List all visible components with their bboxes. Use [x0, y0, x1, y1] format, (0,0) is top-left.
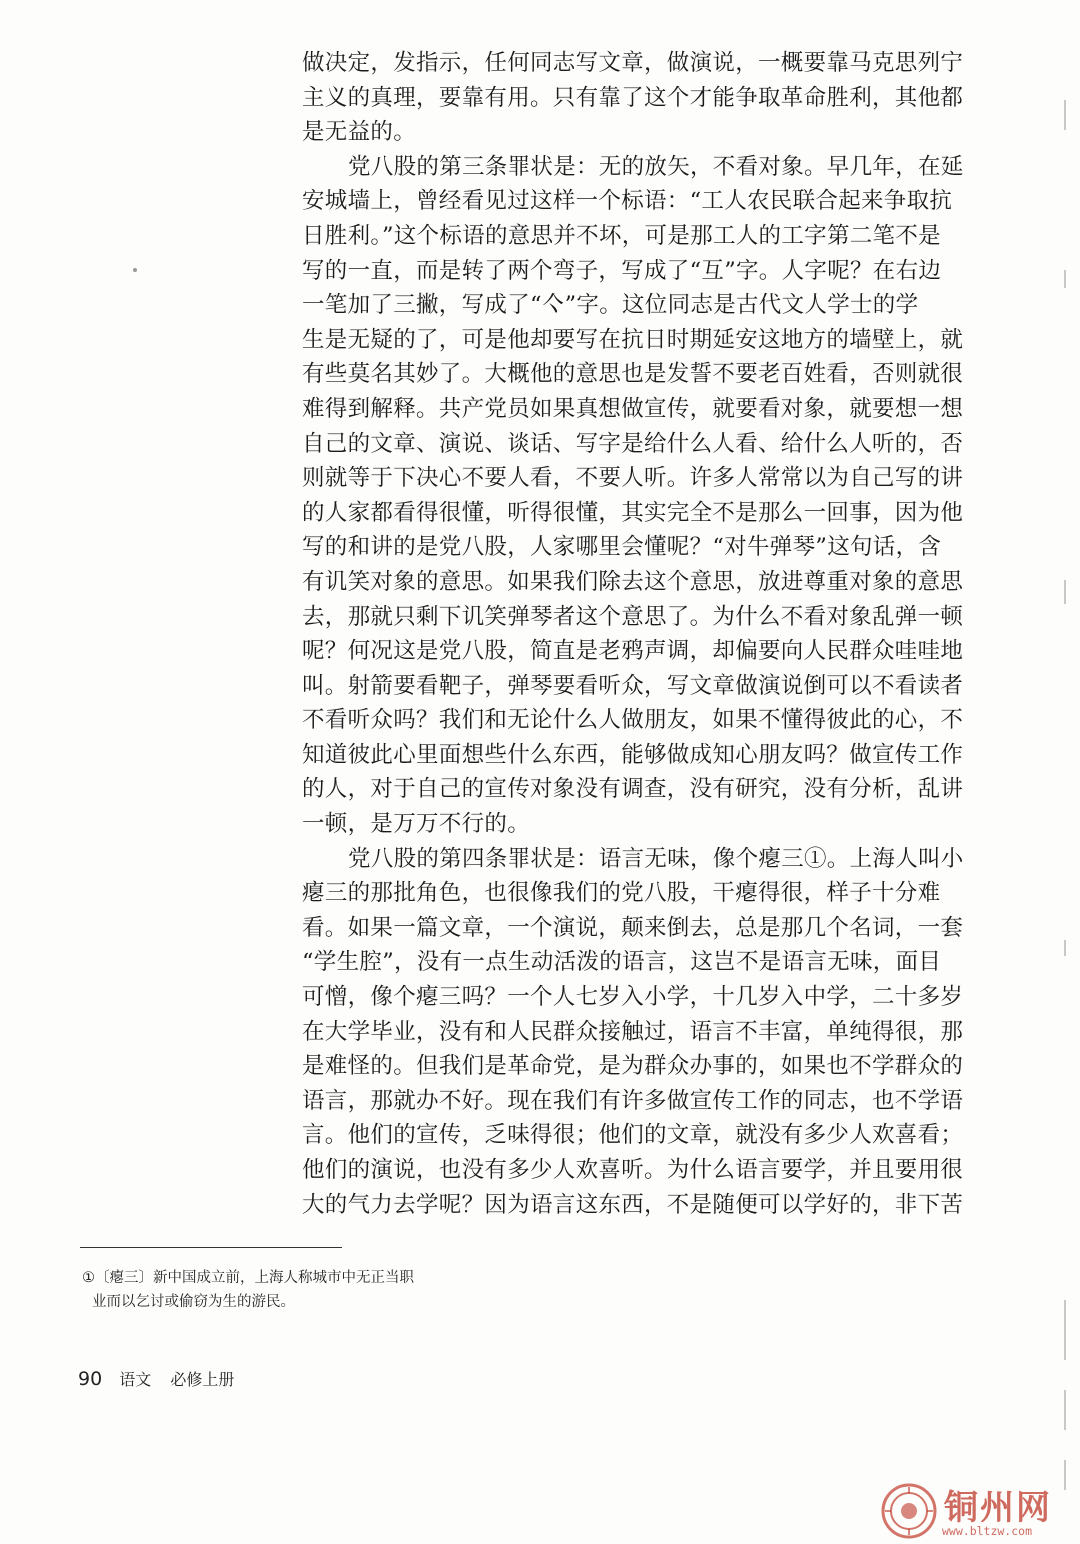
body-text — [302, 46, 964, 1222]
body-line: 在大学毕业，没有和人民群众接触过，语言不丰富，单纯得很，那 — [302, 1018, 964, 1045]
footnote-line-2: 业而以乞讨或偷窃为生的游民。 — [92, 1294, 295, 1310]
footnote — [82, 1266, 414, 1314]
book-label: 必修上册 — [170, 1370, 235, 1389]
body-line: 一笔加了三撇，写成了“亽”字。这位同志是古代文人学士的学 — [302, 292, 919, 319]
body-line: 去，那就只剩下讥笑弹琴者这个意思了。为什么不看对象乱弹一顿 — [302, 603, 964, 630]
body-line: 瘪三的那批角色，也很像我们的党八股，干瘪得很，样子十分难 — [302, 880, 941, 907]
watermark-url: www.bltzw.com — [942, 1524, 1033, 1538]
body-line: 党八股的第三条罪状是：无的放矢，不看对象。早几年，在延 — [348, 153, 964, 180]
watermark-seal-icon — [880, 1482, 938, 1540]
body-line: 看。如果一篇文章，一个演说，颠来倒去，总是那几个名词，一套 — [302, 914, 964, 941]
page-number: 90 — [78, 1368, 103, 1390]
body-line: 的人家都看得很懂，听得很懂，其实完全不是那么一回事，因为他 — [302, 499, 964, 526]
body-line: 他们的演说，也没有多少人欢喜听。为什么语言要学，并且要用很 — [302, 1157, 964, 1183]
body-line: 的人，对于自己的宣传对象没有调查，没有研究，没有分析，乱讲 — [302, 776, 964, 803]
body-line: 主义的真理，要靠有用。只有靠了这个才能争取革命胜利，其他都 — [302, 84, 964, 111]
body-line: 日胜利。”这个标语的意思并不坏，可是那工人的工字第二笔不是 — [302, 222, 941, 249]
body-line: 一顿，是万万不行的。 — [302, 811, 531, 838]
body-line: 难得到解释。共产党员如果真想做宣传，就要看对象，就要想一想 — [302, 395, 964, 422]
page-footer — [78, 1367, 234, 1390]
body-line: 是难怪的。但我们是革命党，是为群众办事的，如果也不学群众的 — [302, 1053, 964, 1080]
watermark-name: 铜州网 — [944, 1488, 1052, 1528]
body-line: 可憎，像个瘪三吗？一个人七岁入小学，十几岁入中学，二十多岁 — [302, 984, 964, 1011]
body-line: 有些莫名其妙了。大概他的意思也是发誓不要老百姓看，否则就很 — [302, 361, 964, 388]
watermark — [880, 1480, 1070, 1544]
body-line: 呢？何况这是党八股，简直是老鸦声调，却偏要向人民群众哇哇地 — [302, 638, 964, 665]
scan-speck — [133, 268, 137, 272]
body-line: 知道彼此心里面想些什么东西，能够做成知心朋友吗？做宣传工作 — [302, 741, 964, 768]
body-line: 大的气力去学呢？因为语言这东西，不是随便可以学好的，非下苦 — [302, 1191, 964, 1218]
body-line: 自己的文章、演说、谈话、写字是给什么人看、给什么人听的，否 — [302, 430, 964, 457]
body-line: 语言，那就办不好。现在我们有许多做宣传工作的同志，也不学语 — [302, 1087, 964, 1114]
footnote-rule — [80, 1247, 342, 1248]
body-line: “学生腔”，没有一点生动活泼的语言，这岂不是语言无味，面目 — [302, 949, 942, 976]
body-line: 是无益的。 — [302, 119, 417, 146]
body-line: 叫。射箭要看靶子，弹琴要看听众，写文章做演说倒可以不看读者 — [302, 672, 964, 699]
body-line: 生是无疑的了，可是他却要写在抗日时期延安这地方的墙壁上，就 — [302, 326, 964, 353]
body-line: 言。他们的宣传，乏味得很；他们的文章，就没有多少人欢喜看； — [302, 1122, 964, 1149]
body-line: 有讥笑对象的意思。如果我们除去这个意思，放进尊重对象的意思 — [302, 568, 964, 595]
scan-edge-marks — [1064, 60, 1068, 1520]
body-line: 做决定，发指示，任何同志写文章，做演说，一概要靠马克思列宁 — [302, 50, 964, 76]
body-line: 写的一直，而是转了两个弯子，写成了“互”字。人字呢？在右边 — [302, 257, 942, 284]
subject-label: 语文 — [119, 1370, 152, 1389]
body-line: 则就等于下决心不要人看，不要人听。许多人常常以为自己写的讲 — [302, 465, 964, 492]
body-line: 写的和讲的是党八股，人家哪里会懂呢？“对牛弹琴”这句话，含 — [302, 534, 942, 561]
body-line: 党八股的第四条罪状是：语言无味，像个瘪三①。上海人叫小 — [348, 845, 964, 872]
body-line: 安城墙上，曾经看见过这样一个标语：“工人农民联合起来争取抗 — [302, 188, 953, 215]
footnote-line-1: ①〔瘪三〕新中国成立前，上海人称城市中无正当职 — [82, 1270, 414, 1286]
body-line: 不看听众吗？我们和无论什么人做朋友，如果不懂得彼此的心，不 — [302, 707, 964, 734]
